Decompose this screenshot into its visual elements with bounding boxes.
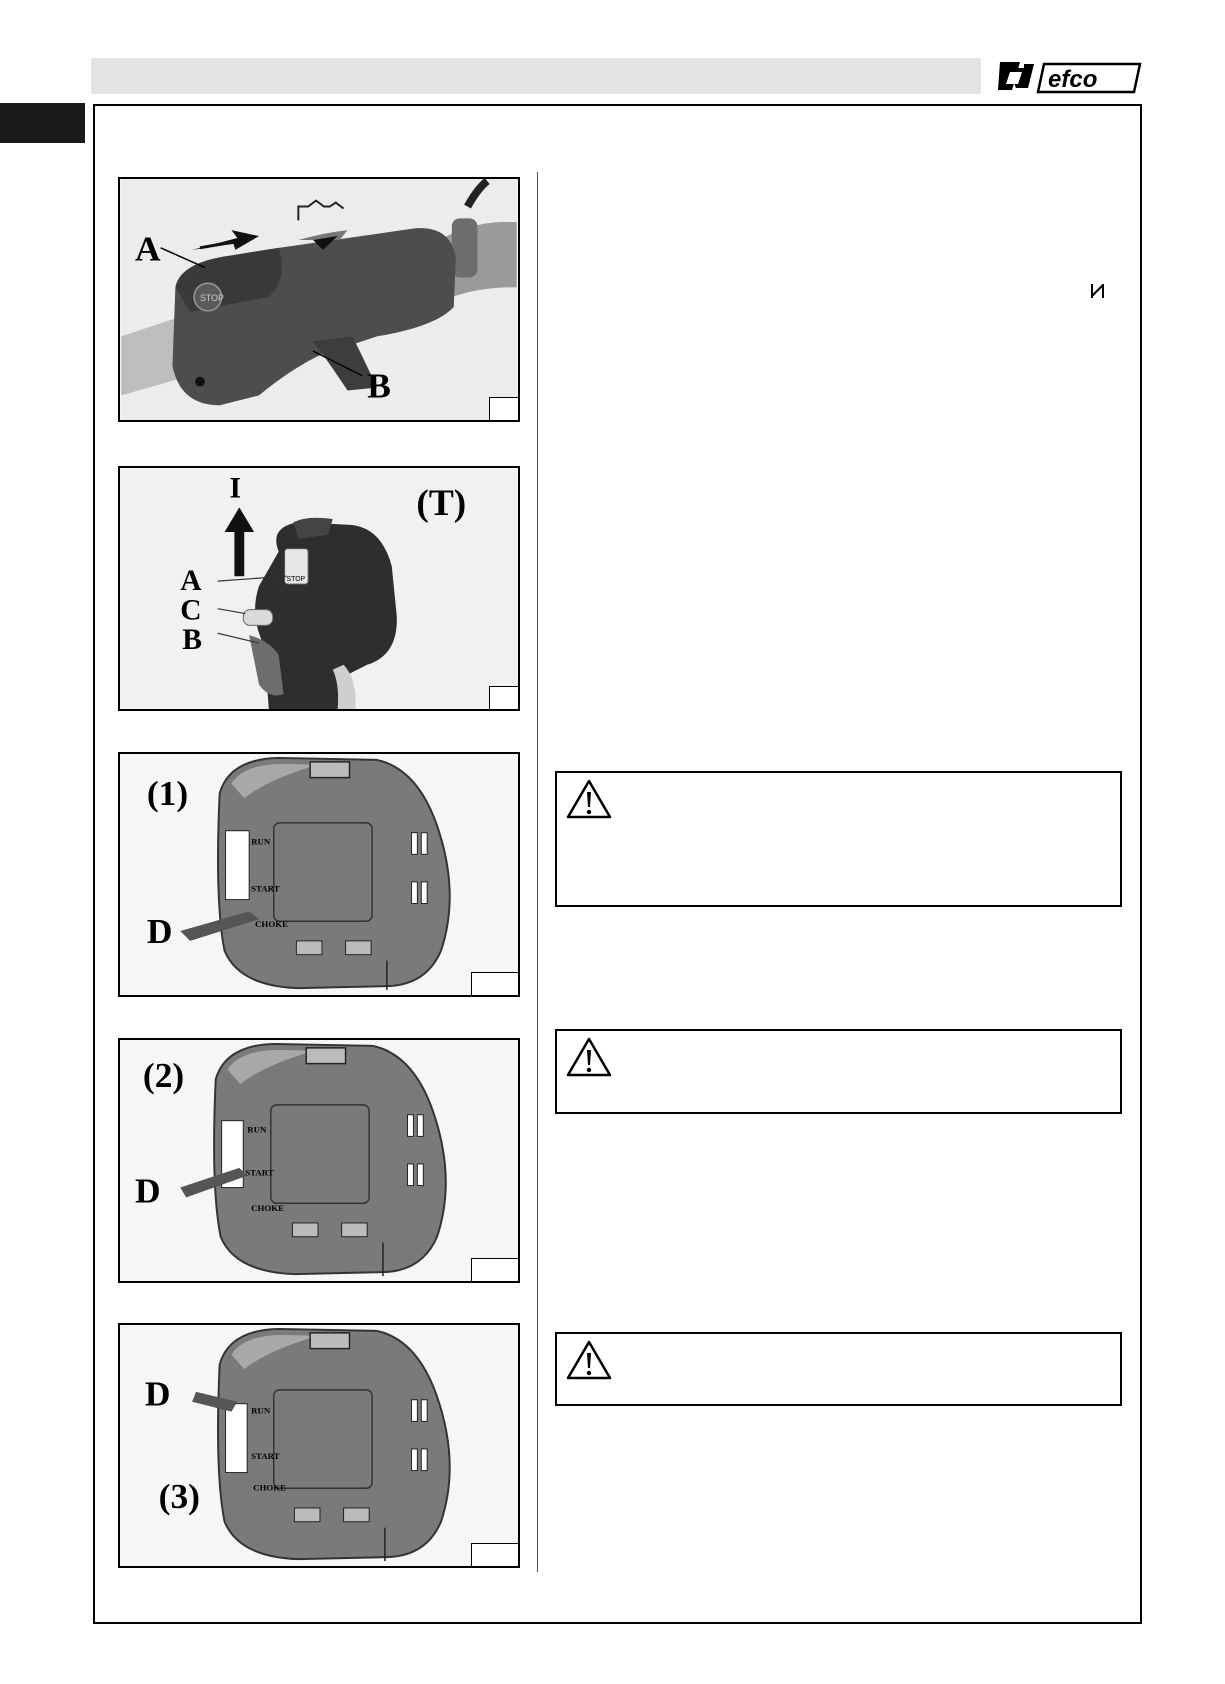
figure-number-box	[489, 686, 518, 709]
warning-box	[555, 1332, 1122, 1406]
column-divider	[537, 172, 538, 1572]
figure-label-t: (T)	[416, 483, 467, 525]
start-label: START	[251, 1450, 280, 1461]
step-label: (2)	[142, 1055, 185, 1096]
figure-choke-3	[118, 1323, 520, 1568]
figure-label-arrow-i: I	[229, 472, 241, 505]
warning-box	[555, 771, 1122, 907]
figure-label-a: A	[135, 228, 161, 269]
handle-switch-illustration	[120, 179, 518, 420]
stop-button-label: STOP	[199, 292, 224, 303]
choke-cover-illustration	[120, 754, 518, 995]
run-label: RUN	[251, 1405, 271, 1416]
figure-label-d: D	[144, 1373, 171, 1414]
section-tab	[0, 103, 85, 143]
figure-number-box	[489, 397, 518, 420]
figure-label-d: D	[135, 1170, 161, 1211]
warning-triangle-icon	[565, 1339, 613, 1381]
figure-choke-1	[118, 752, 520, 997]
brand-logo-text: efco	[1048, 66, 1098, 93]
figure-number-box	[471, 972, 518, 995]
figure-label-a: A	[180, 564, 202, 597]
figure-label-b: B	[182, 623, 202, 656]
step-label: (3)	[158, 1475, 200, 1516]
figure-handle-switch	[118, 177, 520, 422]
header-bar	[91, 58, 981, 94]
figure-number-box	[471, 1543, 518, 1566]
handle-t-illustration	[120, 468, 518, 709]
choke-cover-illustration	[120, 1325, 518, 1566]
run-label: RUN	[251, 836, 271, 847]
start-label: START	[245, 1167, 274, 1178]
choke-label: CHOKE	[251, 1203, 285, 1214]
choke-cover-illustration	[120, 1040, 518, 1281]
choke-label: CHOKE	[255, 919, 288, 930]
warning-triangle-icon	[565, 778, 613, 820]
stop-button-label: STOP	[286, 576, 306, 584]
brand-logo	[994, 58, 1142, 96]
step-label: (1)	[146, 773, 189, 814]
figure-choke-2	[118, 1038, 520, 1283]
figure-label-b: B	[367, 365, 391, 406]
figure-label-c: C	[180, 594, 202, 627]
run-label: RUN	[247, 1124, 267, 1135]
warning-triangle-icon	[565, 1036, 613, 1078]
start-label: START	[251, 883, 280, 894]
warning-box	[555, 1029, 1122, 1114]
switch-symbol-icon	[1089, 282, 1107, 300]
figure-handle-t	[118, 466, 520, 711]
figure-label-d: D	[146, 910, 173, 951]
choke-label: CHOKE	[253, 1482, 287, 1493]
figure-number-box	[471, 1258, 518, 1281]
